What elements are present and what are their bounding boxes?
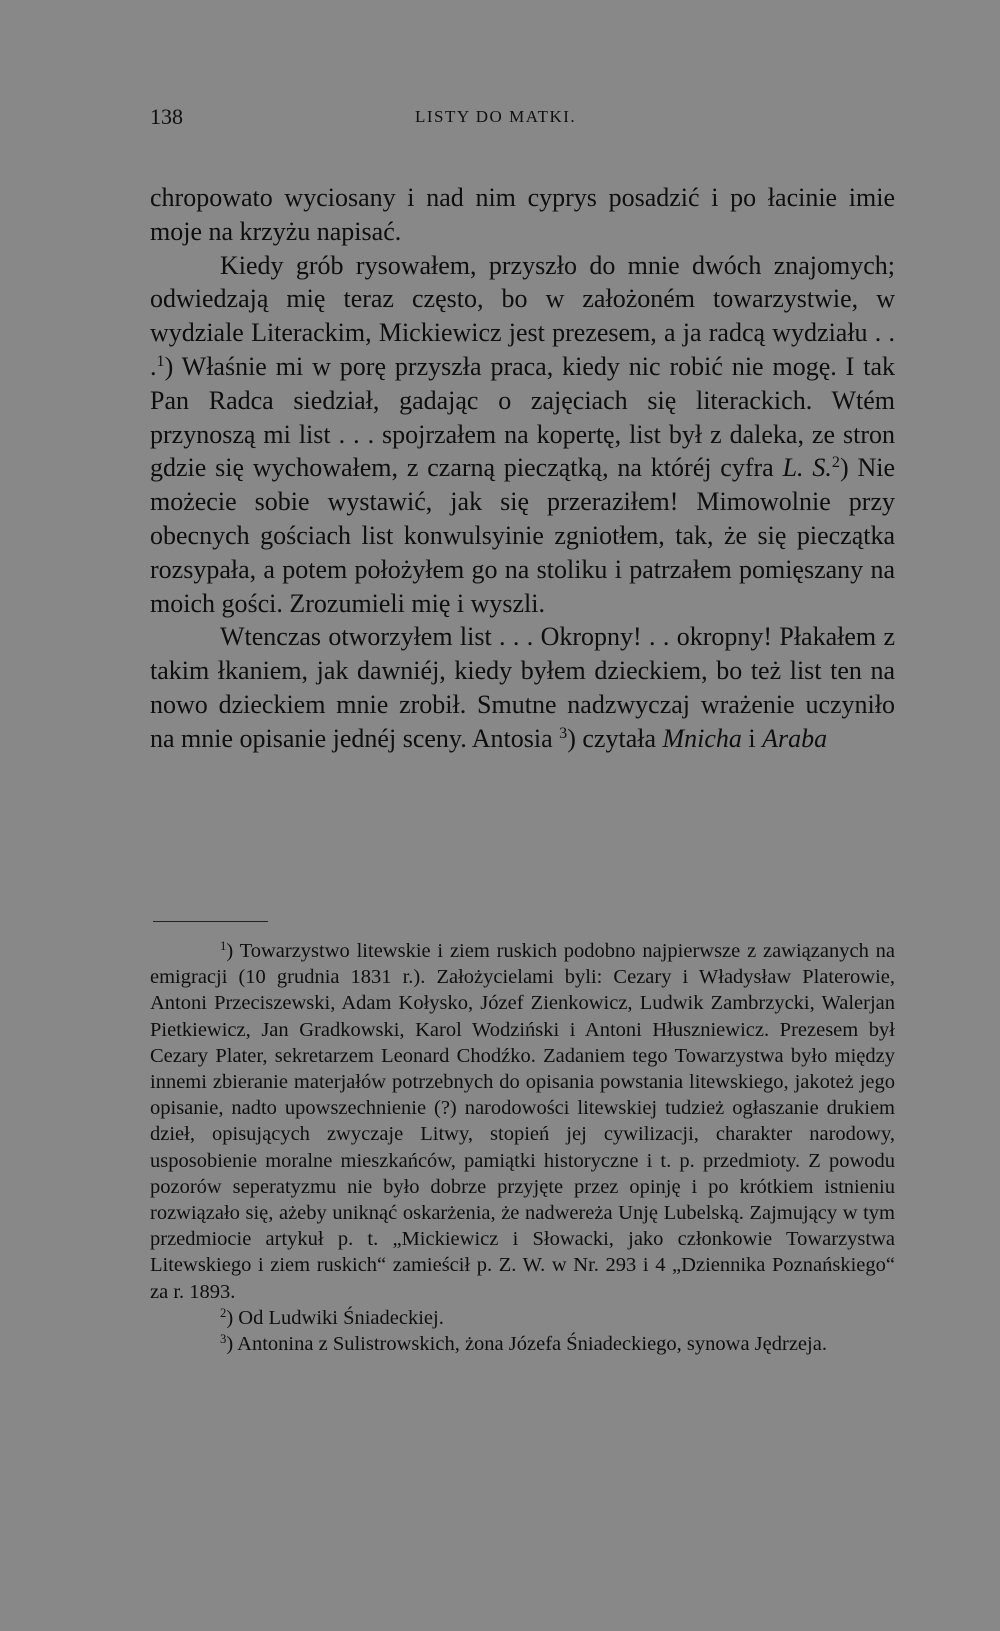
footnote-2: $^2$) Od Ludwiki Śniadeckiej. bbox=[220, 1305, 444, 1329]
footnote-separator bbox=[153, 921, 268, 922]
main-text bbox=[150, 181, 895, 756]
footnote-3: $^3$) Antonina z Sulistrowskich, żona Józefa Śniadeckiego, synowa Jędrzeja. bbox=[220, 1332, 827, 1356]
paragraph-continuation: chropowato wyciosany i nad nim cyprys posadzić i po łacinie imie moje na krzyżu napisać. bbox=[150, 183, 895, 246]
cipher-ls: L. S. bbox=[782, 453, 832, 483]
title-araba: Araba bbox=[762, 723, 828, 753]
title-mnicha: Mnicha bbox=[662, 723, 742, 753]
page-header bbox=[150, 104, 895, 134]
page-number: 138 bbox=[150, 104, 183, 129]
footnotes bbox=[150, 938, 895, 1357]
footnote-ref-2: 2 bbox=[831, 454, 840, 472]
footnote-ref-3: 3 bbox=[559, 724, 568, 742]
running-head: LISTY DO MATKI. bbox=[415, 107, 577, 126]
footnote-ref-1: 1 bbox=[156, 353, 165, 371]
paragraph-letter: Wtenczas otworzyłem list . . . Okropny! . . okropny! Płakałem z takim łkaniem, jak dawniéj, kiedy byłem dzieckiem, bo też list ten na nowo dzieckiem mnie zrobił. Smutne nadzwyczaj wrażenie uczyniło na mnie opisanie jednéj sceny. Antosia $^3$) czytała Mnicha i Araba bbox=[150, 622, 895, 753]
paragraph-visit: Kiedy grób rysowałem, przyszło do mnie dwóch znajomych; odwiedzają mię teraz często, bo w założoném towarzystwie, w wydziale Literackim, Mickiewicz jest prezesem, a ja radcą wydziału . . .$^1$) Właśnie mi w porę przyszła praca, kiedy nic robić nie mogę. I tak Pan Radca siedział, gadając o zajęciach się literackich. Wtém przynoszą mi list . . . spojrzałem na kopertę, list był z daleka, ze stron gdzie się wychowałem, z czarną pieczątką, na któréj cyfra L. S.$^2$) Nie możecie sobie wystawić, jak się przeraziłem! Mimowolnie przy obecnych gościach list konwulsyinie zgniotłem, tak, że się pieczątka rozsypała, a potem położyłem go na stoliku i patrzałem pomięszany na moich gości. Zrozumieli mię i wyszli. bbox=[150, 250, 895, 618]
footnote-1: $^1$) Towarzystwo litewskie i ziem ruskich podobno najpierwsze z zawiązanych na emigracji (10 grudnia 1831 r.). Założycielami byli: Cezary i Władysław Platerowie, Antoni Przeciszewski, Adam Kołysko, Józef Zienkowicz, Ludwik Zambrzycki, Walerjan Pietkiewicz, Jan Gradkowski, Karol Wodziński i Antoni Hłuszniewicz. Prezesem był Cezary Plater, sekretarzem Leonard Chodźko. Zadaniem tego Towarzystwa było między innemi zbieranie materjałów potrzebnych do opisania powstania litewskiego, jakoteż jego opisanie, nadto upowszechnienie (?) narodowości litewskiej tudzież ogłaszanie drukiem dzieł, opisujących zwyczaje Litwy, stopień jej cywilizacji, charakter narodowy, usposobienie moralne mieszkańców, pamiątki historyczne i t. p. przedmioty. Z powodu pozorów seperatyzmu nie było dobrze przyjęte przez opinję i po krótkiem istnieniu rozwiązało się, ażeby uniknąć oskarżenia, że nadwereża Unję Lubelską. Zajmujący w tym przedmiocie artykuł p. t. „Mickiewicz i Słowacki, jako członkowie Towarzystwa Litewskiego i ziem ruskich“ zamieścił p. Z. W. w Nr. 293 i 4 „Dziennika Poznańskiego“ za r. 1893. bbox=[150, 939, 895, 1303]
